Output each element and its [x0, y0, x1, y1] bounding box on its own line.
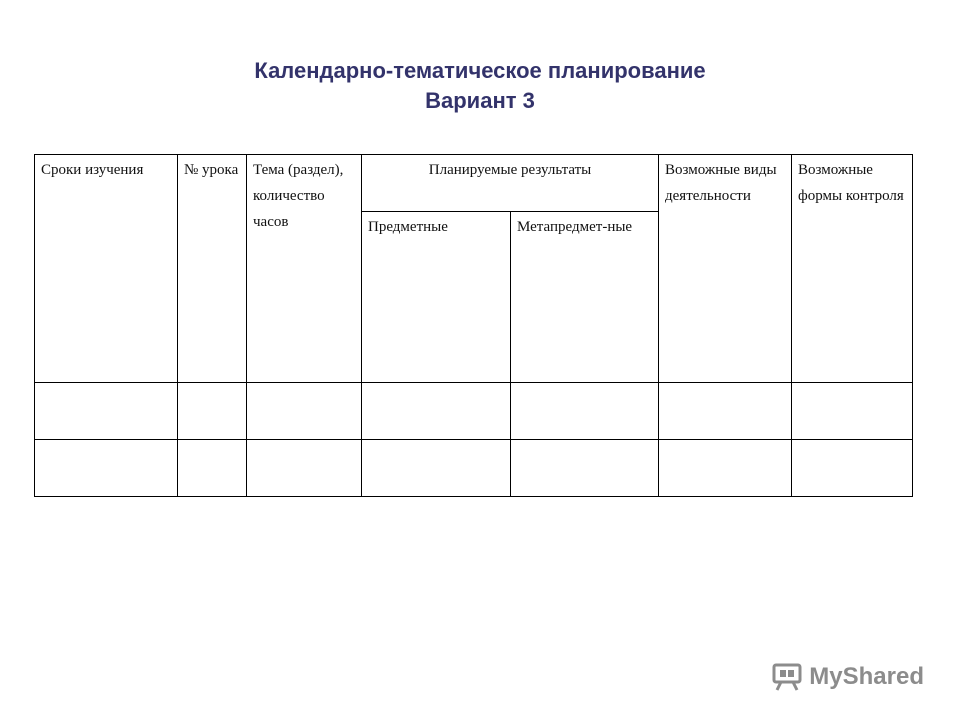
table-row: [35, 383, 913, 440]
table-cell: [35, 440, 178, 497]
table-cell: [362, 383, 511, 440]
header-lesson-number: № урока: [178, 155, 247, 383]
table-cell: [511, 383, 659, 440]
slide-title: [0, 56, 960, 116]
table-header-row: [35, 155, 913, 212]
presentation-board-icon: [771, 662, 803, 692]
table-row: [35, 440, 913, 497]
table-cell: [178, 440, 247, 497]
table-cell: [792, 383, 913, 440]
header-subject-results: Предметные: [362, 212, 511, 383]
table-cell: [362, 440, 511, 497]
watermark-text: MyShared: [809, 663, 924, 690]
table-cell: [659, 383, 792, 440]
title-line-1: Календарно-тематическое планирование: [254, 58, 706, 83]
table-cell: [35, 383, 178, 440]
table-cell: [659, 440, 792, 497]
table-cell: [511, 440, 659, 497]
header-metasubject-results: Метапредмет-ные: [511, 212, 659, 383]
header-planned-results: Планируемые результаты: [362, 155, 659, 212]
header-control-forms: Возможные формы контроля: [792, 155, 913, 383]
header-terms: Сроки изучения: [35, 155, 178, 383]
header-activity-types: Возможные виды деятельности: [659, 155, 792, 383]
title-line-2: Вариант 3: [425, 88, 535, 113]
planning-table: [34, 154, 913, 497]
myshared-watermark: [771, 662, 924, 692]
header-topic: Тема (раздел), количество часов: [247, 155, 362, 383]
table-cell: [178, 383, 247, 440]
table-cell: [247, 440, 362, 497]
table-cell: [247, 383, 362, 440]
table-cell: [792, 440, 913, 497]
